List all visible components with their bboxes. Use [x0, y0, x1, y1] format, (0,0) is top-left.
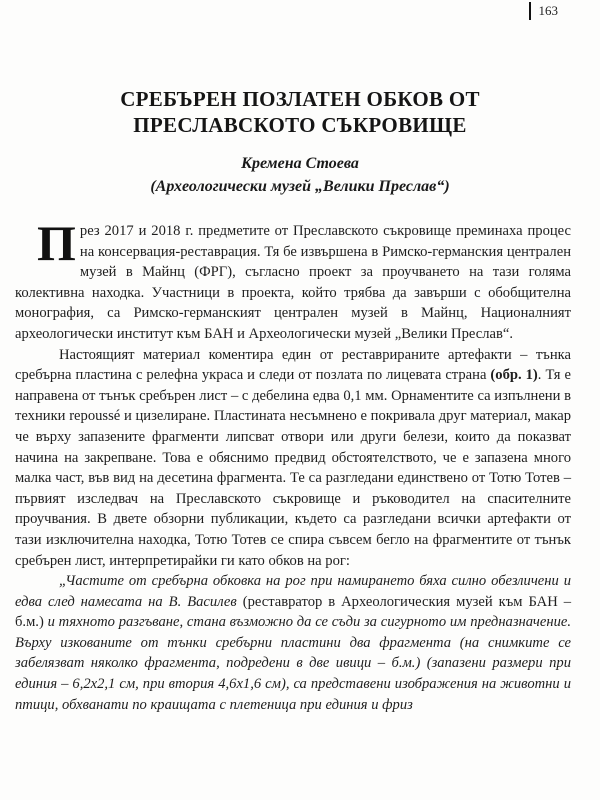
article-title — [0, 86, 600, 138]
block-quote — [15, 571, 571, 715]
paragraph-2-text-b: . Тя е направена от тънък сребърен лист – с дебелина едва 0,1 мм. Орнаментите са изпълнени в техники repoussé и цизелиране. Пластината несъмнено е покривала друг материал, макар че върху запазените фрагменти липсват отвори или други белези, които да показват начина на закрепване. Това е обяснимо предвид обстоятелството, че е запазена много малка част, във вид на десетина фрагмента. Те са разгледани единствено от Тотю Тотев – първият изследвач на Преславското съкровище и ръководител на спасителните проучвания. В двете обзорни публикации, където са разгледани всички артефакти от тази изключителна находка, Тотю Тотев се спира съвсем бегло на фрагментите от тънък сребърен лист, интерпретирайки ги като обков на рог: — [15, 367, 571, 569]
quote-editor-note: (реставратор в Археологическия музей към БАН – б.м.) — [15, 593, 572, 631]
page-number-rule — [529, 2, 531, 20]
page-number-text: 163 — [538, 3, 558, 18]
quote-text-b: и тяхното разгъване, стана възможно да се съди за сигурното им предназначение. Върху изкованите от тънки сребърни пластини два фрагмента (на снимките се забелязват няколко фрагмента, подредени в две ивици – б.м.) (запазени размери при единия – 6,2х2,1 см, при втория 4,6х1,6 см), са представени изображения на животни и птици, обхванати по краищата с плетеница при единия и фриз — [15, 614, 571, 713]
paragraph-2 — [15, 345, 571, 572]
title-line-1: СРЕБЪРЕН ПОЗЛАТЕН ОБКОВ ОТ — [120, 87, 480, 111]
paragraph-2-text-a: Настоящият материал коментира един от реставрираните артефакти – тънка сребърна пластина с релефна украса и следи от позлата по лицевата страна — [15, 346, 571, 384]
page-number — [529, 2, 559, 20]
figure-reference: (обр. 1) — [490, 367, 538, 384]
title-line-2: ПРЕСЛАВСКОТО СЪКРОВИЩЕ — [133, 113, 467, 137]
author-affiliation: (Археологически музей „Велики Преслав“) — [150, 178, 450, 195]
paragraph-1 — [15, 215, 571, 345]
author-block — [0, 152, 600, 198]
author-name: Кремена Стоева — [241, 155, 359, 172]
quote-text-a: „Частите от сребърна обковка на рог при намирането бяха силно обезличени и едва след намесата на В. Василев — [15, 573, 571, 610]
drop-cap: П — [37, 215, 76, 271]
article-body — [15, 215, 572, 715]
paragraph-1-text: рез 2017 и 2018 г. предметите от Преславското съкровище преминаха процес на консервация-реставрация. Тя бе извършена в Римско-германския централен музей в Майнц (ФРГ), съгласно проект за проучването на тази голяма колективна находка. Участници в проекта, който трябва да завърши с обобщителна монография, са Римско-германският централен музей в Майнц, Националният археологически институт към БАН и Археологически музей „Велики Преслав“. — [15, 223, 571, 342]
